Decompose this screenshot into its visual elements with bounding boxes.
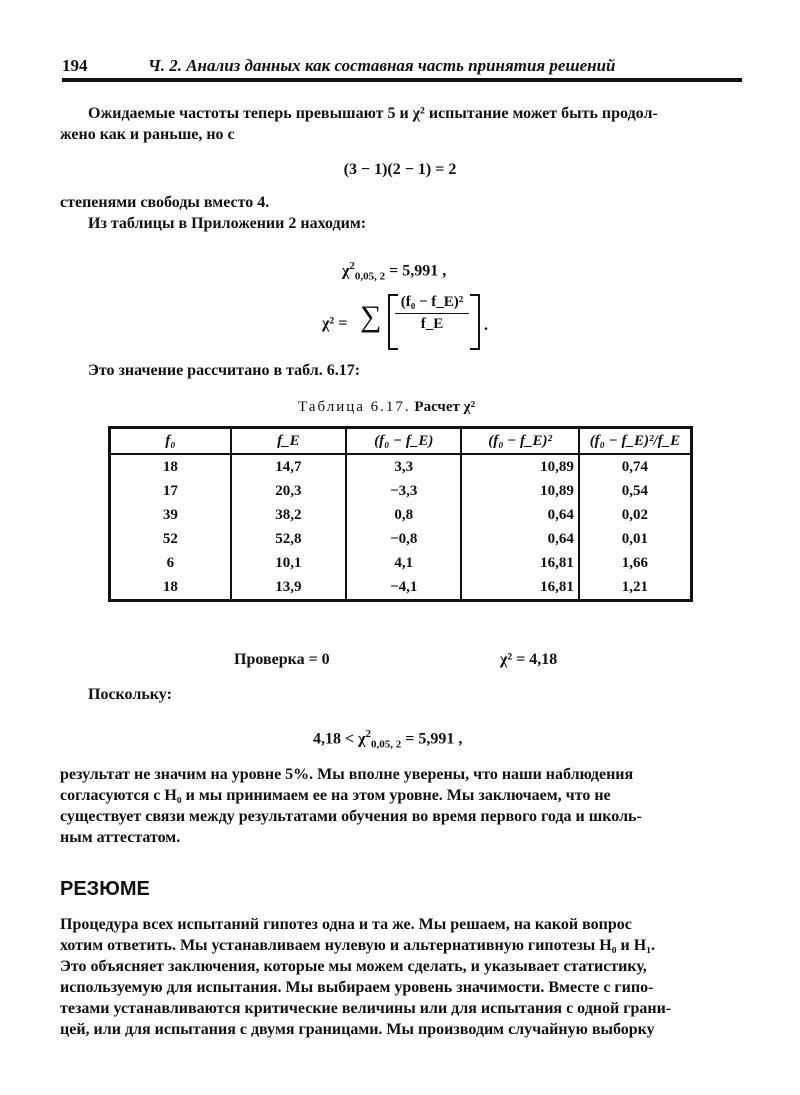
chi-critical-formula xyxy=(342,256,446,287)
fraction-denominator: f_E xyxy=(420,316,444,332)
table-row xyxy=(110,527,692,551)
cell-fe: 13,9 xyxy=(231,575,346,601)
since-label: Поскольку: xyxy=(88,686,172,703)
resume-line-4: используемую для испытания. Мы выбираем уровень значимости. Вместе с гипо- xyxy=(60,979,654,996)
chi-sup: 2 xyxy=(349,260,355,272)
chi-symbol: χ xyxy=(342,262,350,280)
conclusion-line-4: ным аттестатом. xyxy=(60,829,181,846)
cell-fe: 52,8 xyxy=(231,527,346,551)
col-header-diff: (f₀ − f_E) xyxy=(346,428,461,455)
running-header xyxy=(62,52,742,82)
resume-line-5: тезами устанавливаются критические величины или для испытания с одной грани- xyxy=(60,1000,672,1017)
table-caption xyxy=(298,397,475,417)
col-header-diff-sq: (f₀ − f_E)² xyxy=(461,428,578,455)
cell-fo: 18 xyxy=(110,575,231,601)
section-heading-resume: РЕЗЮМЕ xyxy=(60,878,150,900)
fraction-line xyxy=(395,313,469,314)
cell-diff: −0,8 xyxy=(346,527,461,551)
conclusion-line-3: существует связи между результатами обучения во время первого года и школь- xyxy=(60,808,642,825)
cell-diff-sq: 16,81 xyxy=(461,551,578,575)
cell-fe: 20,3 xyxy=(231,479,346,503)
cell-diff-sq: 10,89 xyxy=(461,454,578,479)
intro-line-4: Из таблицы в Приложении 2 находим: xyxy=(88,215,367,232)
chi-fraction xyxy=(395,294,469,333)
table-row xyxy=(110,575,692,601)
chi-square-lhs: χ² = xyxy=(322,315,348,332)
col-header-fe: f_E xyxy=(231,428,346,455)
chi-square-result: χ² = 4,18 xyxy=(500,651,558,668)
page-number: 194 xyxy=(62,56,88,75)
cell-diff: −3,3 xyxy=(346,479,461,503)
cell-fo: 18 xyxy=(110,454,231,479)
fraction-numerator: (f₀ − f_E)² xyxy=(400,294,464,310)
cell-diff-sq: 0,64 xyxy=(461,503,578,527)
running-title: Ч. 2. Анализ данных как составная часть принятия решений xyxy=(148,56,616,75)
cell-diff: 3,3 xyxy=(346,454,461,479)
cell-ratio: 0,74 xyxy=(579,454,692,479)
table-caption-label: Таблица 6.17. xyxy=(298,399,411,415)
col-header-ratio: (f₀ − f_E)²/f_E xyxy=(579,428,692,455)
cell-ratio: 1,21 xyxy=(579,575,692,601)
table-row xyxy=(110,503,692,527)
conclusion-line-1: результат не значим на уровне 5%. Мы вполне уверены, что наши наблюдения xyxy=(60,766,634,783)
cell-ratio: 0,01 xyxy=(579,527,692,551)
cell-fe: 14,7 xyxy=(231,454,346,479)
cell-ratio: 0,02 xyxy=(579,503,692,527)
intro-line-3: степенями свободы вместо 4. xyxy=(60,194,270,211)
table-row xyxy=(110,454,692,479)
chi-square-table xyxy=(108,426,693,602)
cell-diff-sq: 16,81 xyxy=(461,575,578,601)
right-bracket xyxy=(470,294,480,350)
formula-period: . xyxy=(484,317,488,334)
cell-fe: 10,1 xyxy=(231,551,346,575)
table-row xyxy=(110,551,692,575)
resume-line-2: хотим ответить. Мы устанавливаем нулевую и альтернативную гипотезы H₀ и H₁. xyxy=(60,937,655,954)
sum-symbol: ∑ xyxy=(360,300,382,333)
inequality-formula xyxy=(313,724,462,755)
cell-fe: 38,2 xyxy=(231,503,346,527)
table-row xyxy=(110,479,692,503)
cell-diff: −4,1 xyxy=(346,575,461,601)
cell-fo: 17 xyxy=(110,479,231,503)
cell-ratio: 1,66 xyxy=(579,551,692,575)
table-caption-title: Расчет χ² xyxy=(414,399,476,415)
inequality-left: 4,18 < χ xyxy=(313,730,366,748)
table-header-row xyxy=(110,428,692,455)
cell-fo: 6 xyxy=(110,551,231,575)
check-value: Проверка = 0 xyxy=(234,651,330,668)
inequality-sup: 2 xyxy=(365,728,372,740)
chi-sub: 0,05, 2 xyxy=(354,270,386,283)
cell-fo: 52 xyxy=(110,527,231,551)
df-formula: (3 − 1)(2 − 1) = 2 xyxy=(343,161,457,178)
inequality-sub: 0,05, 2 xyxy=(371,738,402,751)
cell-diff: 4,1 xyxy=(346,551,461,575)
cell-diff: 0,8 xyxy=(346,503,461,527)
intro-line-1: Ожидаемые частоты теперь превышают 5 и χ² испытание может быть продол- xyxy=(88,105,658,122)
table-intro: Это значение рассчитано в табл. 6.17: xyxy=(88,362,361,379)
resume-line-3: Это объясняет заключения, которые мы можем сделать, и указывает статистику, xyxy=(60,958,647,975)
cell-fo: 39 xyxy=(110,503,231,527)
resume-line-1: Процедура всех испытаний гипотез одна и та же. Мы решаем, на какой вопрос xyxy=(60,916,632,933)
chi-critical-value: = 5,991 , xyxy=(389,262,447,280)
cell-diff-sq: 10,89 xyxy=(461,479,578,503)
cell-ratio: 0,54 xyxy=(579,479,692,503)
cell-diff-sq: 0,64 xyxy=(461,527,578,551)
conclusion-line-2: согласуются с H₀ и мы принимаем ее на этом уровне. Мы заключаем, что не xyxy=(60,787,611,804)
intro-line-2: жено как и раньше, но с xyxy=(60,126,235,143)
inequality-right: = 5,991 , xyxy=(405,730,463,748)
col-header-fo: f₀ xyxy=(110,428,231,455)
resume-line-6: цей, или для испытания с двумя границами. Мы производим случайную выборку xyxy=(60,1021,655,1038)
